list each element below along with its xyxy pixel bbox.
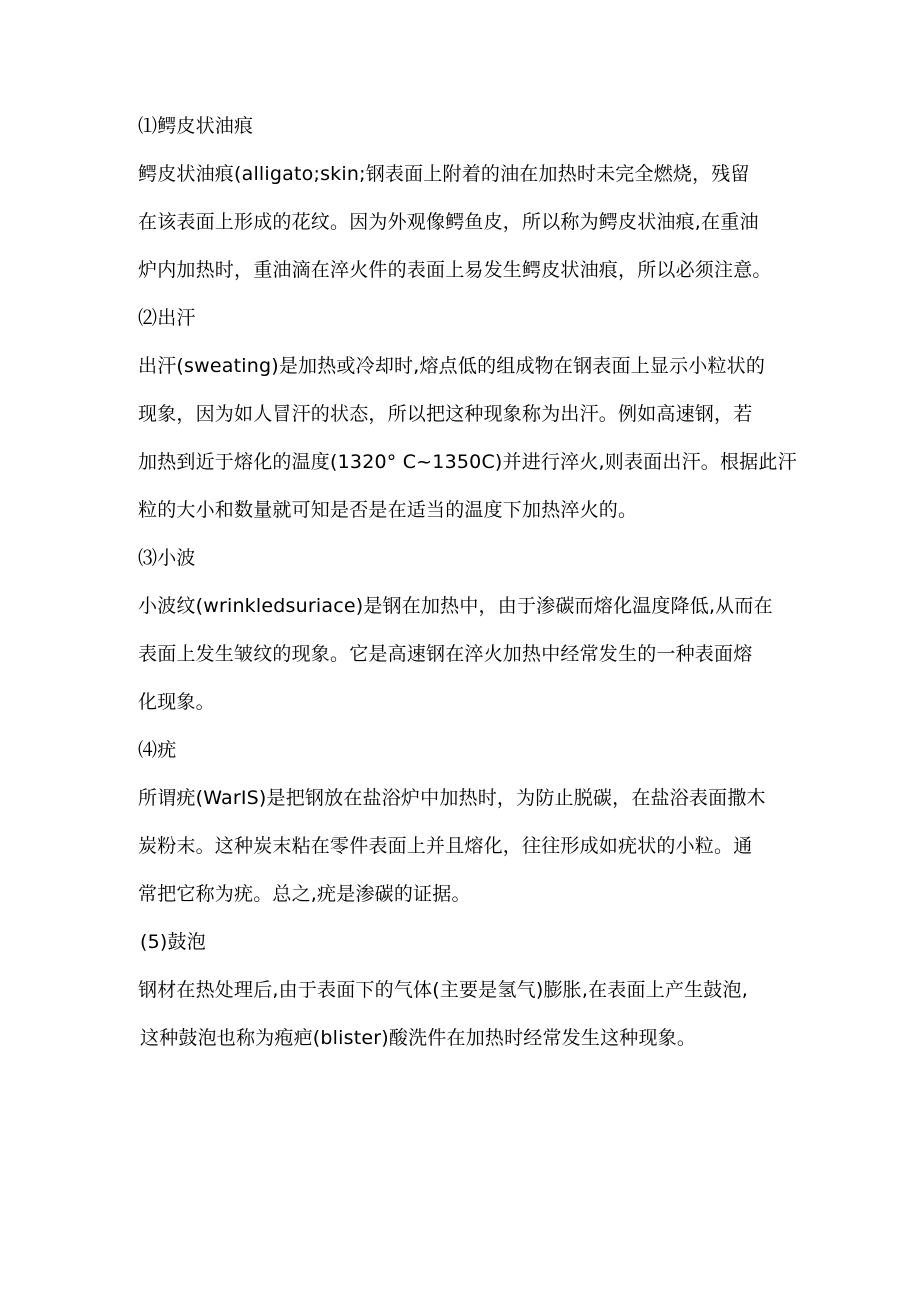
- paragraph-line: 鳄皮状油痕(alligato;skin;钢表面上附着的油在加热时未完全燃烧，残留: [138, 163, 750, 185]
- section-heading-sweating: ⑵出汗: [138, 307, 196, 329]
- paragraph-line: 加热到近于熔化的温度(1320° C~1350C)并进行淬火,则表面出汗。根据此汗: [138, 451, 797, 473]
- paragraph-line: 表面上发生皱纹的现象。它是高速钢在淬火加热中经常发生的一种表面熔: [138, 643, 753, 665]
- paragraph-line: 出汗(sweating)是加热或冷却时,熔点低的组成物在钢表面上显示小粒状的: [138, 355, 766, 377]
- paragraph-line: 常把它称为疣。总之,疣是渗碳的证据。: [138, 883, 471, 905]
- paragraph-line: 这种鼓泡也称为疱疤(blister)酸洗件在加热时经常发生这种现象。: [140, 1027, 697, 1049]
- section-heading-blister: (5)鼓泡: [140, 931, 206, 953]
- paragraph-line: 现象，因为如人冒汗的状态，所以把这种现象称为出汗。例如高速钢，若: [138, 403, 753, 425]
- section-heading-wrinkle: ⑶小波: [138, 547, 196, 569]
- paragraph-line: 钢材在热处理后,由于表面下的气体(主要是氢气)膨胀,在表面上产生鼓泡,: [138, 979, 748, 1001]
- section-heading-warts: ⑷疣: [138, 739, 177, 761]
- paragraph-line: 炉内加热时，重油滴在淬火件的表面上易发生鳄皮状油痕，所以必须注意。: [138, 259, 772, 281]
- paragraph-line: 小波纹(wrinkledsuriace)是钢在加热中，由于渗碳而熔化温度降低,从而在: [138, 595, 773, 617]
- paragraph-line: 化现象。: [138, 691, 215, 713]
- paragraph-line: 炭粉末。这种炭末粘在零件表面上并且熔化，往往形成如疣状的小粒。通: [138, 835, 753, 857]
- section-heading-alligator-skin: ⑴鳄皮状油痕: [138, 115, 254, 137]
- document-body: [138, 114, 798, 1074]
- paragraph-line: 粒的大小和数量就可知是否是在适当的温度下加热淬火的。: [138, 499, 638, 521]
- paragraph-line: 在该表面上形成的花纹。因为外观像鳄鱼皮，所以称为鳄皮状油痕,在重油: [138, 211, 759, 233]
- paragraph-line: 所谓疣(WarIS)是把钢放在盐浴炉中加热时，为防止脱碳，在盐浴表面撒木: [138, 787, 766, 809]
